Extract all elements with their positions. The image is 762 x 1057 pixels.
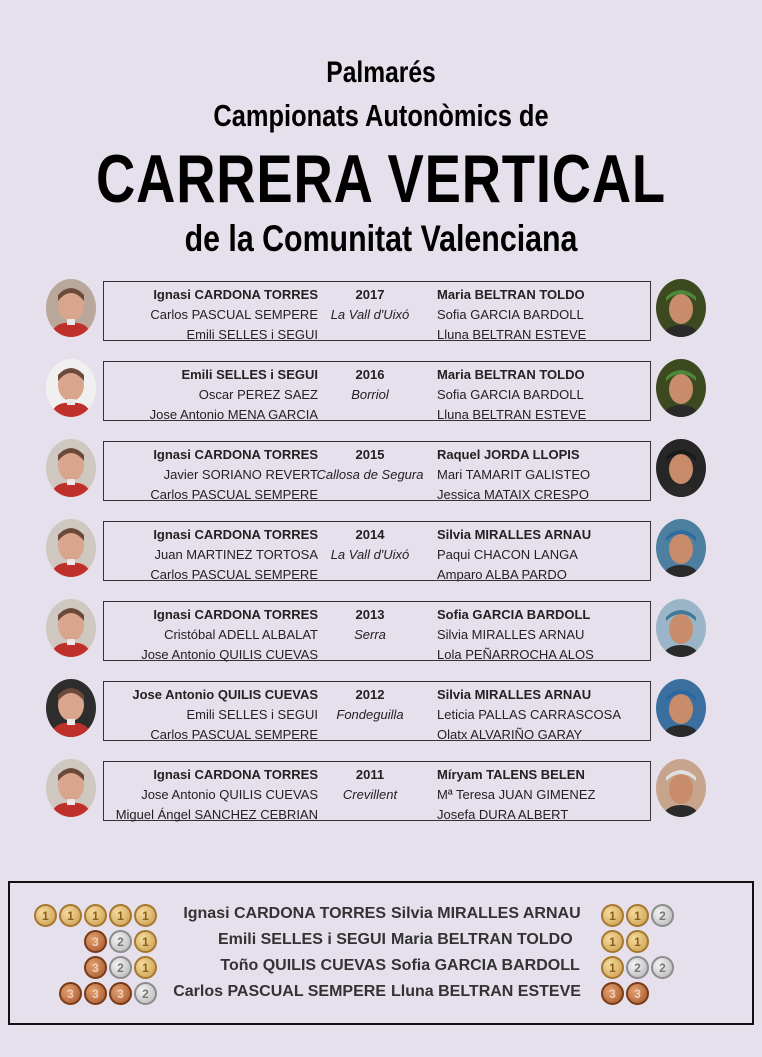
medal-gold-icon: 1 bbox=[34, 904, 57, 927]
medal-silver-icon: 2 bbox=[651, 956, 674, 979]
women-podium-2: Mª Teresa JUAN GIMENEZ bbox=[437, 787, 596, 802]
summary-man-name: Ignasi CARDONA TORRES bbox=[183, 905, 386, 922]
medal-gold-icon: 1 bbox=[134, 956, 157, 979]
race-year: 2017 bbox=[355, 287, 385, 302]
result-entry bbox=[0, 521, 762, 583]
men-podium-1: Ignasi CARDONA TORRES bbox=[153, 447, 318, 462]
medal-silver-icon: 2 bbox=[109, 930, 132, 953]
medal-bronze-icon: 3 bbox=[84, 982, 107, 1005]
header-line-2: Campionats Autonòmics de bbox=[213, 98, 549, 133]
medal-gold-icon: 1 bbox=[134, 930, 157, 953]
race-info bbox=[311, 765, 429, 805]
man-medals bbox=[84, 956, 157, 979]
medal-bronze-icon: 3 bbox=[84, 930, 107, 953]
medal-silver-icon: 2 bbox=[109, 956, 132, 979]
men-podium-1: Ignasi CARDONA TORRES bbox=[153, 287, 318, 302]
women-podium-2: Mari TAMARIT GALISTEO bbox=[437, 467, 591, 482]
summary-woman-name: Lluna BELTRAN ESTEVE bbox=[391, 983, 581, 1000]
summary-man-name: Emili SELLES i SEGUI bbox=[217, 931, 386, 948]
women-podium-2: Silvia MIRALLES ARNAU bbox=[437, 627, 585, 642]
men-podium-2: Jose Antonio QUILIS CUEVAS bbox=[141, 787, 318, 802]
men-podium-3: Carlos PASCUAL SEMPERE bbox=[150, 567, 318, 582]
women-podium-3: Josefa DURA ALBERT bbox=[437, 807, 569, 822]
medal-bronze-icon: 3 bbox=[626, 982, 649, 1005]
avatar bbox=[656, 519, 706, 577]
men-podium bbox=[150, 365, 318, 425]
women-podium-3: Amparo ALBA PARDO bbox=[437, 567, 567, 582]
women-podium-3: Lola PEÑARROCHA ALOS bbox=[437, 647, 594, 662]
man-medals bbox=[84, 930, 157, 953]
women-podium-1: Silvia MIRALLES ARNAU bbox=[437, 527, 592, 542]
men-podium-1: Ignasi CARDONA TORRES bbox=[153, 607, 318, 622]
medal-gold-icon: 1 bbox=[601, 930, 624, 953]
avatar bbox=[656, 439, 706, 497]
men-podium bbox=[132, 685, 318, 745]
medal-gold-icon: 1 bbox=[601, 904, 624, 927]
result-entry bbox=[0, 761, 762, 823]
race-venue: Crevillent bbox=[342, 787, 398, 802]
medal-gold-icon: 1 bbox=[626, 904, 649, 927]
avatar bbox=[656, 359, 706, 417]
medal-bronze-icon: 3 bbox=[84, 956, 107, 979]
result-box bbox=[103, 521, 651, 581]
men-podium bbox=[141, 605, 318, 665]
race-year: 2011 bbox=[355, 767, 385, 782]
women-podium-1: Sofia GARCIA BARDOLL bbox=[437, 607, 591, 622]
women-podium-3: Olatx ALVARIÑO GARAY bbox=[437, 727, 583, 742]
summary-woman-name: Sofia GARCIA BARDOLL bbox=[391, 957, 580, 974]
race-venue: Callosa de Segura bbox=[316, 467, 424, 482]
men-podium-3: Jose Antonio MENA GARCIA bbox=[149, 407, 318, 422]
medal-silver-icon: 2 bbox=[626, 956, 649, 979]
men-podium bbox=[116, 765, 318, 825]
race-venue: Borriol bbox=[351, 387, 389, 402]
women-podium-2: Sofia GARCIA BARDOLL bbox=[437, 387, 584, 402]
men-podium-1: Emili SELLES i SEGUI bbox=[181, 367, 318, 382]
women-podium-1: Maria BELTRAN TOLDO bbox=[437, 367, 585, 382]
race-info bbox=[311, 605, 429, 645]
men-podium-3: Jose Antonio QUILIS CUEVAS bbox=[141, 647, 318, 662]
men-podium-3: Carlos PASCUAL SEMPERE bbox=[150, 727, 318, 742]
men-podium-1: Ignasi CARDONA TORRES bbox=[153, 527, 318, 542]
medal-gold-icon: 1 bbox=[601, 956, 624, 979]
medal-bronze-icon: 3 bbox=[601, 982, 624, 1005]
men-podium-2: Juan MARTINEZ TORTOSA bbox=[154, 547, 318, 562]
women-podium-3: Lluna BELTRAN ESTEVE bbox=[437, 407, 587, 422]
summary-row bbox=[10, 955, 752, 981]
woman-medals bbox=[601, 982, 649, 1005]
medal-silver-icon: 2 bbox=[134, 982, 157, 1005]
women-podium bbox=[437, 685, 621, 745]
race-venue: Fondeguilla bbox=[336, 707, 404, 722]
summary-man-name: Carlos PASCUAL SEMPERE bbox=[173, 983, 386, 1000]
women-podium-2: Leticia PALLAS CARRASCOSA bbox=[437, 707, 621, 722]
men-podium bbox=[150, 445, 318, 505]
race-venue: La Vall d'Uixó bbox=[330, 307, 410, 322]
avatar bbox=[656, 279, 706, 337]
avatar bbox=[46, 279, 96, 337]
avatar bbox=[46, 679, 96, 737]
women-podium-1: Silvia MIRALLES ARNAU bbox=[437, 687, 592, 702]
race-info bbox=[311, 285, 429, 325]
men-podium bbox=[150, 285, 318, 345]
race-info bbox=[311, 445, 429, 485]
page-title: CARRERA VERTICAL bbox=[96, 141, 666, 217]
women-podium bbox=[437, 605, 594, 665]
race-year: 2015 bbox=[355, 447, 385, 462]
avatar bbox=[656, 599, 706, 657]
result-box bbox=[103, 761, 651, 821]
summary-woman-name: Maria BELTRAN TOLDO bbox=[391, 931, 573, 948]
women-podium-2: Paqui CHACON LANGA bbox=[437, 547, 578, 562]
medal-gold-icon: 1 bbox=[134, 904, 157, 927]
race-venue: Serra bbox=[354, 627, 386, 642]
women-podium-3: Jessica MATAIX CRESPO bbox=[437, 487, 589, 502]
summary-row bbox=[10, 981, 752, 1007]
race-info bbox=[311, 685, 429, 725]
women-podium-1: Raquel JORDA LLOPIS bbox=[437, 447, 580, 462]
summary-man-name: Toño QUILIS CUEVAS bbox=[220, 957, 386, 974]
women-podium bbox=[437, 765, 595, 825]
summary-row bbox=[10, 929, 752, 955]
avatar bbox=[46, 439, 96, 497]
result-entry bbox=[0, 681, 762, 743]
avatar bbox=[46, 359, 96, 417]
avatar bbox=[656, 759, 706, 817]
men-podium-2: Emili SELLES i SEGUI bbox=[186, 707, 318, 722]
men-podium-1: Ignasi CARDONA TORRES bbox=[153, 767, 318, 782]
result-entry bbox=[0, 441, 762, 503]
men-podium-2: Javier SORIANO REVERT bbox=[163, 467, 318, 482]
women-podium-2: Sofia GARCIA BARDOLL bbox=[437, 307, 584, 322]
men-podium-1: Jose Antonio QUILIS CUEVAS bbox=[132, 687, 318, 702]
result-box bbox=[103, 361, 651, 421]
result-entry bbox=[0, 601, 762, 663]
woman-medals bbox=[601, 904, 674, 927]
men-podium-3: Miguel Ángel SANCHEZ CEBRIAN bbox=[115, 807, 318, 822]
woman-medals bbox=[601, 956, 674, 979]
medal-gold-icon: 1 bbox=[59, 904, 82, 927]
medal-gold-icon: 1 bbox=[109, 904, 132, 927]
summary-row bbox=[10, 903, 752, 929]
race-year: 2014 bbox=[355, 527, 385, 542]
men-podium-2: Cristóbal ADELL ALBALAT bbox=[164, 627, 318, 642]
avatar bbox=[46, 519, 96, 577]
medal-bronze-icon: 3 bbox=[59, 982, 82, 1005]
race-year: 2013 bbox=[355, 607, 385, 622]
women-podium-1: Maria BELTRAN TOLDO bbox=[437, 287, 585, 302]
medal-gold-icon: 1 bbox=[84, 904, 107, 927]
medal-silver-icon: 2 bbox=[651, 904, 674, 927]
result-entry bbox=[0, 361, 762, 423]
man-medals bbox=[34, 904, 157, 927]
women-podium bbox=[437, 525, 591, 585]
avatar bbox=[46, 759, 96, 817]
result-box bbox=[103, 441, 651, 501]
women-podium-3: Lluna BELTRAN ESTEVE bbox=[437, 327, 587, 342]
race-year: 2012 bbox=[355, 687, 385, 702]
medal-bronze-icon: 3 bbox=[109, 982, 132, 1005]
avatar bbox=[656, 679, 706, 737]
medal-summary bbox=[8, 881, 754, 1025]
women-podium bbox=[437, 445, 590, 505]
race-venue: La Vall d'Uixó bbox=[330, 547, 410, 562]
result-box bbox=[103, 681, 651, 741]
woman-medals bbox=[601, 930, 649, 953]
avatar bbox=[46, 599, 96, 657]
race-year: 2016 bbox=[355, 367, 385, 382]
men-podium-2: Carlos PASCUAL SEMPERE bbox=[150, 307, 318, 322]
result-entry bbox=[0, 281, 762, 343]
result-box bbox=[103, 281, 651, 341]
medal-gold-icon: 1 bbox=[626, 930, 649, 953]
man-medals bbox=[59, 982, 157, 1005]
result-box bbox=[103, 601, 651, 661]
summary-woman-name: Silvia MIRALLES ARNAU bbox=[391, 905, 581, 922]
race-info bbox=[311, 525, 429, 565]
women-podium-1: Míryam TALENS BELEN bbox=[437, 767, 585, 782]
men-podium-3: Emili SELLES i SEGUI bbox=[186, 327, 318, 342]
header-line-1: Palmarés bbox=[326, 56, 436, 89]
men-podium-3: Carlos PASCUAL SEMPERE bbox=[150, 487, 318, 502]
header-line-4: de la Comunitat Valenciana bbox=[184, 218, 578, 259]
race-info bbox=[311, 365, 429, 405]
men-podium-2: Oscar PEREZ SAEZ bbox=[198, 387, 318, 402]
women-podium bbox=[437, 285, 586, 345]
women-podium bbox=[437, 365, 586, 425]
men-podium bbox=[150, 525, 318, 585]
